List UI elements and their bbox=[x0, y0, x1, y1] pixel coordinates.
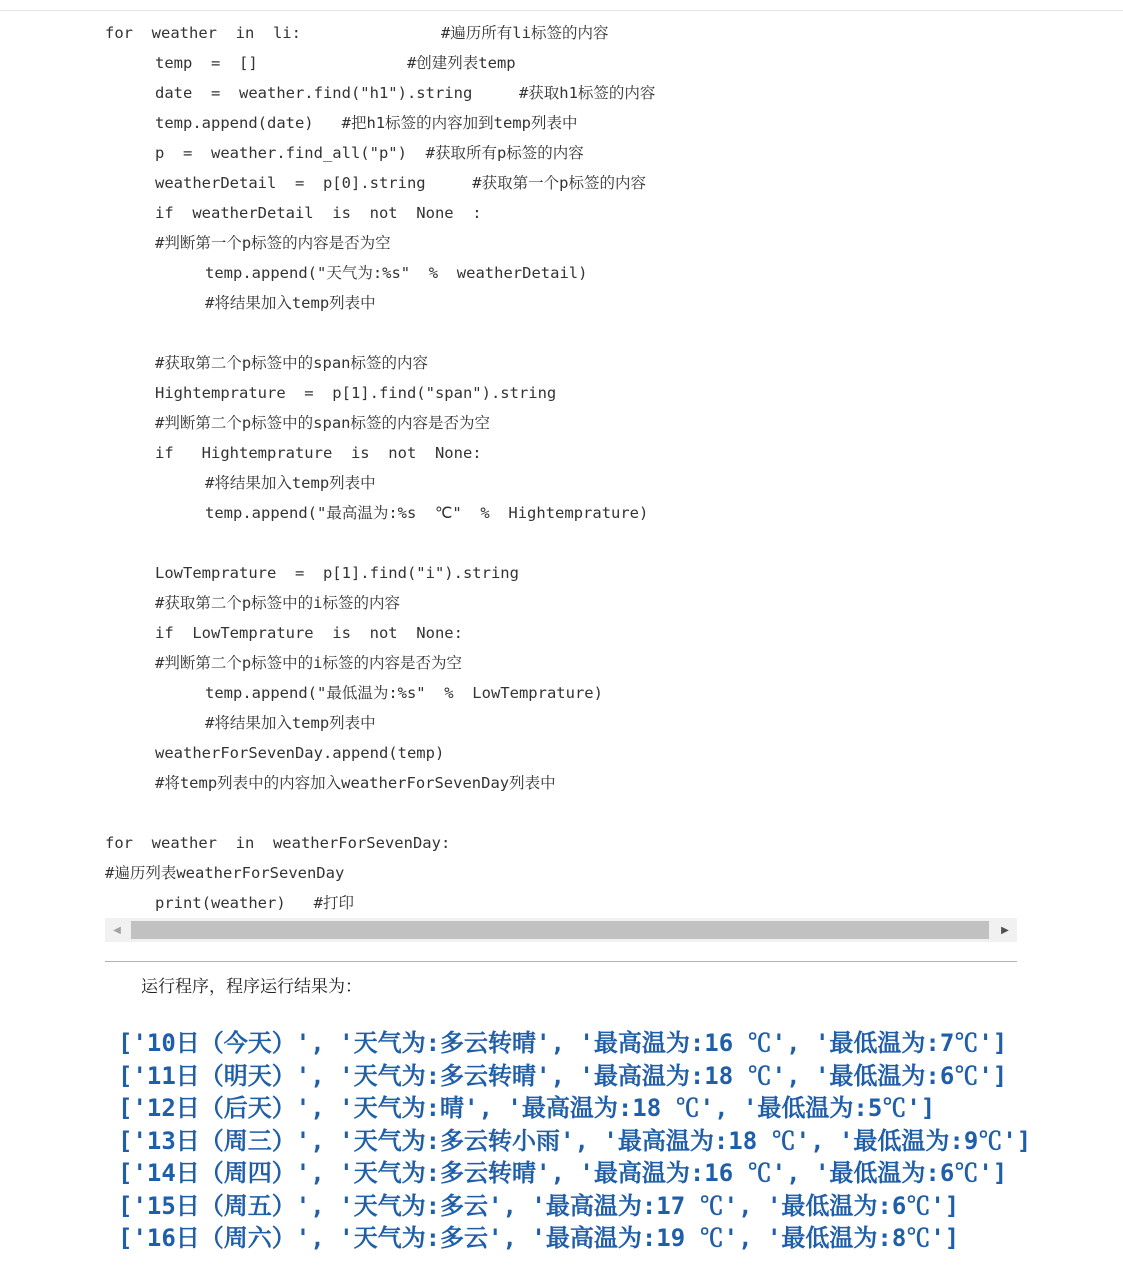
code-line: #遍历列表weatherForSevenDay bbox=[105, 864, 345, 882]
program-output bbox=[118, 1027, 1031, 1255]
output-line: ['13日（周三）', '天气为:多云转小雨', '最高温为:18 ℃', '最低温为:9℃'] bbox=[118, 1126, 1032, 1155]
output-line: ['10日（今天）', '天气为:多云转晴', '最高温为:16 ℃', '最低温为:7℃'] bbox=[118, 1029, 1008, 1057]
section-divider bbox=[105, 961, 1017, 962]
code-line: if LowTemprature is not None: bbox=[155, 624, 463, 642]
code-line: temp.append("最低温为:%s" % LowTemprature) bbox=[205, 684, 603, 702]
code-line: #将结果加入temp列表中 bbox=[205, 294, 376, 312]
code-line: if Hightemprature is not None: bbox=[155, 444, 482, 462]
code-line: temp.append(date) #把h1标签的内容加到temp列表中 bbox=[155, 114, 578, 132]
code-line: date = weather.find("h1").string #获取h1标签的内容 bbox=[155, 84, 656, 102]
code-line: if weatherDetail is not None : bbox=[155, 204, 482, 222]
code-line: LowTemprature = p[1].find("i").string bbox=[155, 564, 519, 582]
code-line: #获取第二个p标签中的span标签的内容 bbox=[155, 354, 428, 372]
output-line: ['12日（后天）', '天气为:晴', '最高温为:18 ℃', '最低温为:5℃'] bbox=[118, 1094, 936, 1122]
top-rule bbox=[0, 10, 1123, 11]
code-line: print(weather) #打印 bbox=[155, 894, 354, 912]
code-line: #将结果加入temp列表中 bbox=[205, 714, 376, 732]
horizontal-scrollbar[interactable] bbox=[105, 918, 1017, 942]
output-line: ['11日（明天）', '天气为:多云转晴', '最高温为:18 ℃', '最低温为:6℃'] bbox=[118, 1061, 1008, 1090]
output-line: ['15日（周五）', '天气为:多云', '最高温为:17 ℃', '最低温为:6℃'] bbox=[118, 1191, 960, 1220]
code-line: #判断第二个p标签中的i标签的内容是否为空 bbox=[155, 654, 462, 672]
scroll-right-arrow-icon[interactable]: ▶ bbox=[1001, 924, 1009, 936]
code-block bbox=[105, 18, 1017, 918]
code-line: #将temp列表中的内容加入weatherForSevenDay列表中 bbox=[155, 774, 556, 792]
scroll-left-arrow-icon[interactable]: ◀ bbox=[113, 924, 121, 936]
code-line bbox=[105, 798, 1017, 828]
code-line: Hightemprature = p[1].find("span").string bbox=[155, 384, 557, 402]
code-line bbox=[105, 318, 1017, 348]
code-line: weatherDetail = p[0].string #获取第一个p标签的内容 bbox=[155, 174, 646, 192]
code-line: temp.append("天气为:%s" % weatherDetail) bbox=[205, 264, 588, 282]
code-line: for weather in li: #遍历所有li标签的内容 bbox=[105, 24, 609, 42]
code-line: #判断第二个p标签中的span标签的内容是否为空 bbox=[155, 414, 490, 432]
output-line: ['16日（周六）', '天气为:多云', '最高温为:19 ℃', '最低温为:8℃'] bbox=[118, 1224, 960, 1252]
code-line: p = weather.find_all("p") #获取所有p标签的内容 bbox=[155, 144, 584, 162]
output-line: ['14日（周四）', '天气为:多云转晴', '最高温为:16 ℃', '最低温为:6℃'] bbox=[118, 1159, 1008, 1187]
result-caption: 运行程序，程序运行结果为： bbox=[141, 977, 362, 997]
code-line: temp.append("最高温为:%s ℃" % Hightemprature) bbox=[205, 504, 649, 522]
code-line: weatherForSevenDay.append(temp) bbox=[155, 744, 445, 762]
code-line bbox=[105, 528, 1017, 558]
scrollbar-thumb[interactable] bbox=[131, 921, 989, 939]
code-line: #获取第二个p标签中的i标签的内容 bbox=[155, 594, 400, 612]
code-line: #将结果加入temp列表中 bbox=[205, 474, 376, 492]
code-line: #判断第一个p标签的内容是否为空 bbox=[155, 234, 391, 252]
code-line: temp = [] #创建列表temp bbox=[155, 54, 516, 72]
code-line: for weather in weatherForSevenDay: bbox=[105, 834, 451, 852]
